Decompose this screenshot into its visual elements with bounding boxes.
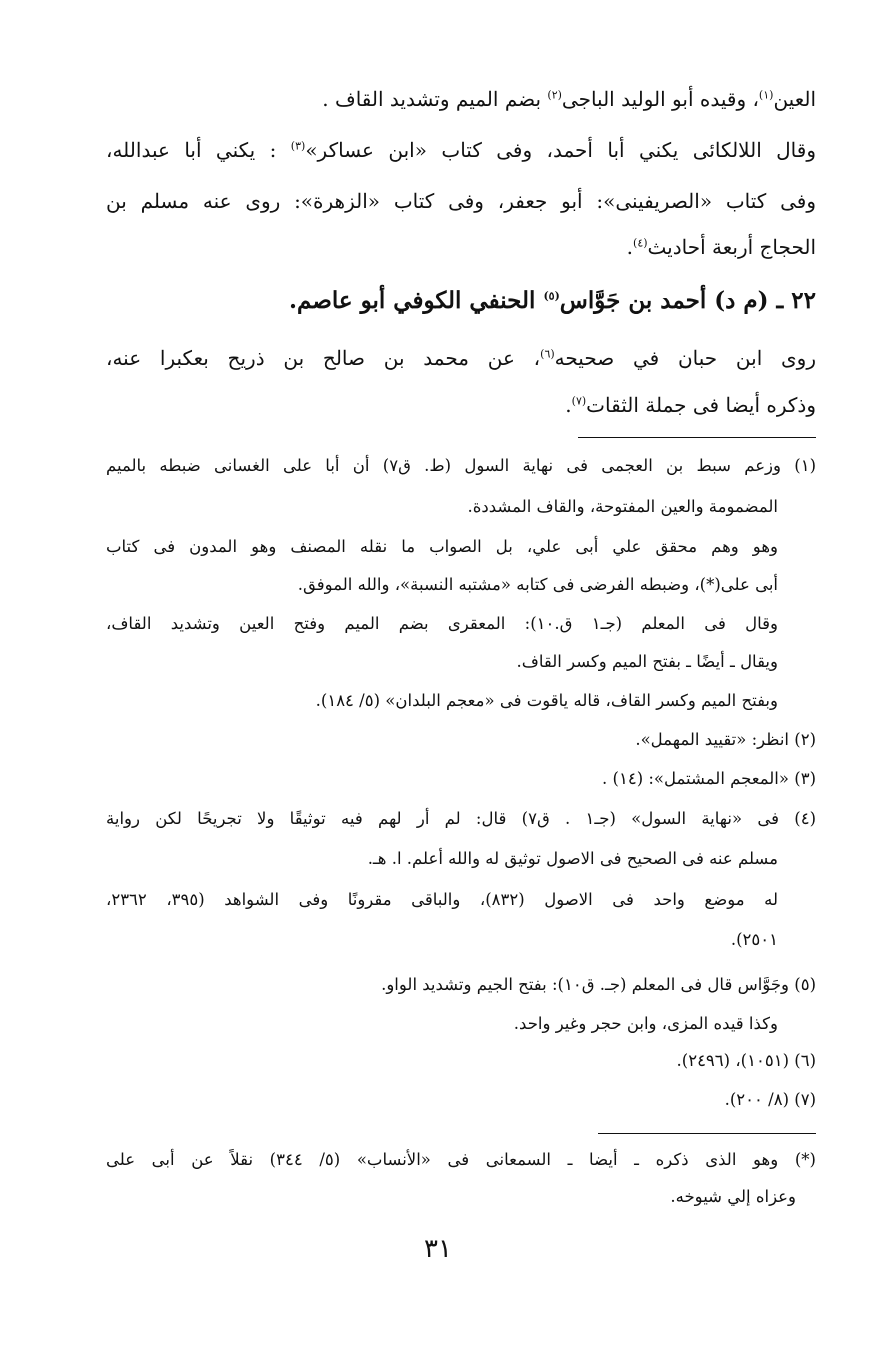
entry-heading: ٢٢ ـ (م د) أحمد بن جَوَّاس$^{(٥)}$ الحنفي الكوفي أبو عاصم. [289, 287, 816, 314]
footnote-separator [578, 437, 816, 438]
footnote-4-line-3: له موضع واحد فى الاصول (٨٣٢)، والباقى مقرونًا وفى الشواهد (٣٩٥، ٢٣٦٢، [106, 890, 778, 909]
footnote-1-line-1: (١) وزعم سبط بن العجمى فى نهاية السول (ط. ق٧) أن أبا على الغسانى ضبطه بالميم [106, 456, 816, 475]
footnote-4-line-2: مسلم عنه فى الصحيح فى الاصول توثيق له والله أعلم. ا. هـ. [367, 849, 778, 868]
footnote-1-line-7: وبفتح الميم وكسر القاف، قاله ياقوت فى «معجم البلدان» (٥/ ١٨٤). [315, 691, 778, 710]
footnote-1-line-3: وهو وهم محقق علي أبى علي، بل الصواب ما نقله المصنف وهو المدون فى كتاب [106, 537, 778, 556]
main-line-2: وقال اللالكائى يكني أبا أحمد، وفى كتاب «ابن عساكر»$^{(٣)}$ : يكني أبا عبدالله، [106, 138, 816, 162]
main-line-1: العين$^{(١)}$، وقيده أبو الوليد الباجى$^{(٢)}$ بضم الميم وتشديد القاف . [322, 87, 816, 111]
main-line-6: روى ابن حبان في صحيحه$^{(٦)}$، عن محمد بن صالح بن ذريح بعكبرا عنه، [106, 346, 816, 370]
footnote-1-line-6: ويقال ـ أيضًا ـ بفتح الميم وكسر القاف. [516, 652, 778, 671]
footnote-7: (٧) (٨/ ٢٠٠). [724, 1090, 816, 1109]
secondary-note-line-1: (*) وهو الذى ذكره ـ أيضا ـ السمعانى فى «الأنساب» (٥/ ٣٤٤) نقلاً عن أبى على [106, 1150, 816, 1169]
footnote-4-line-1: (٤) فى «نهاية السول» (جـ١ . ق٧) قال: لم أر لهم فيه توثيقًا ولا تجريحًا لكن رواية [106, 809, 816, 828]
footnote-1-line-4: أبى على(*)، وضبطه الفرضى فى كتابه «مشتبه النسبة»، والله الموفق. [297, 575, 778, 594]
main-line-7: وذكره أيضا فى جملة الثقات$^{(٧)}$. [565, 393, 816, 417]
footnote-1-line-5: وقال فى المعلم (جـ١ ق.١٠): المعقرى بضم الميم وفتح العين وتشديد القاف، [106, 614, 778, 633]
footnote-6: (٦) (١٠٥١)، (٢٤٩٦). [676, 1051, 816, 1070]
footnote-5-line-2: وكذا قيده المزى، وابن حجر وغير واحد. [513, 1014, 778, 1033]
secondary-note-line-2: وعزاه إلي شيوخه. [670, 1187, 796, 1206]
footnote-2: (٢) انظر: «تقييد المهمل». [635, 730, 816, 749]
page-number: ٣١ [424, 1234, 452, 1264]
footnote-5-line-1: (٥) وجَوَّاس قال فى المعلم (جـ. ق١٠): بفتح الجيم وتشديد الواو. [381, 975, 816, 994]
main-line-3: وفى كتاب «الصريفينى»: أبو جعفر، وفى كتاب «الزهرة»: روى عنه مسلم بن [106, 189, 816, 213]
footnote-4-line-4: ٢٥٠١). [730, 930, 778, 949]
footnote-1-line-2: المضمومة والعين المفتوحة، والقاف المشددة. [467, 497, 778, 516]
footnote-3: (٣) «المعجم المشتمل»: (١٤) . [602, 769, 816, 788]
main-line-4: الحجاج أربعة أحاديث$^{(٤)}$. [626, 235, 816, 259]
secondary-note-separator [598, 1133, 816, 1134]
